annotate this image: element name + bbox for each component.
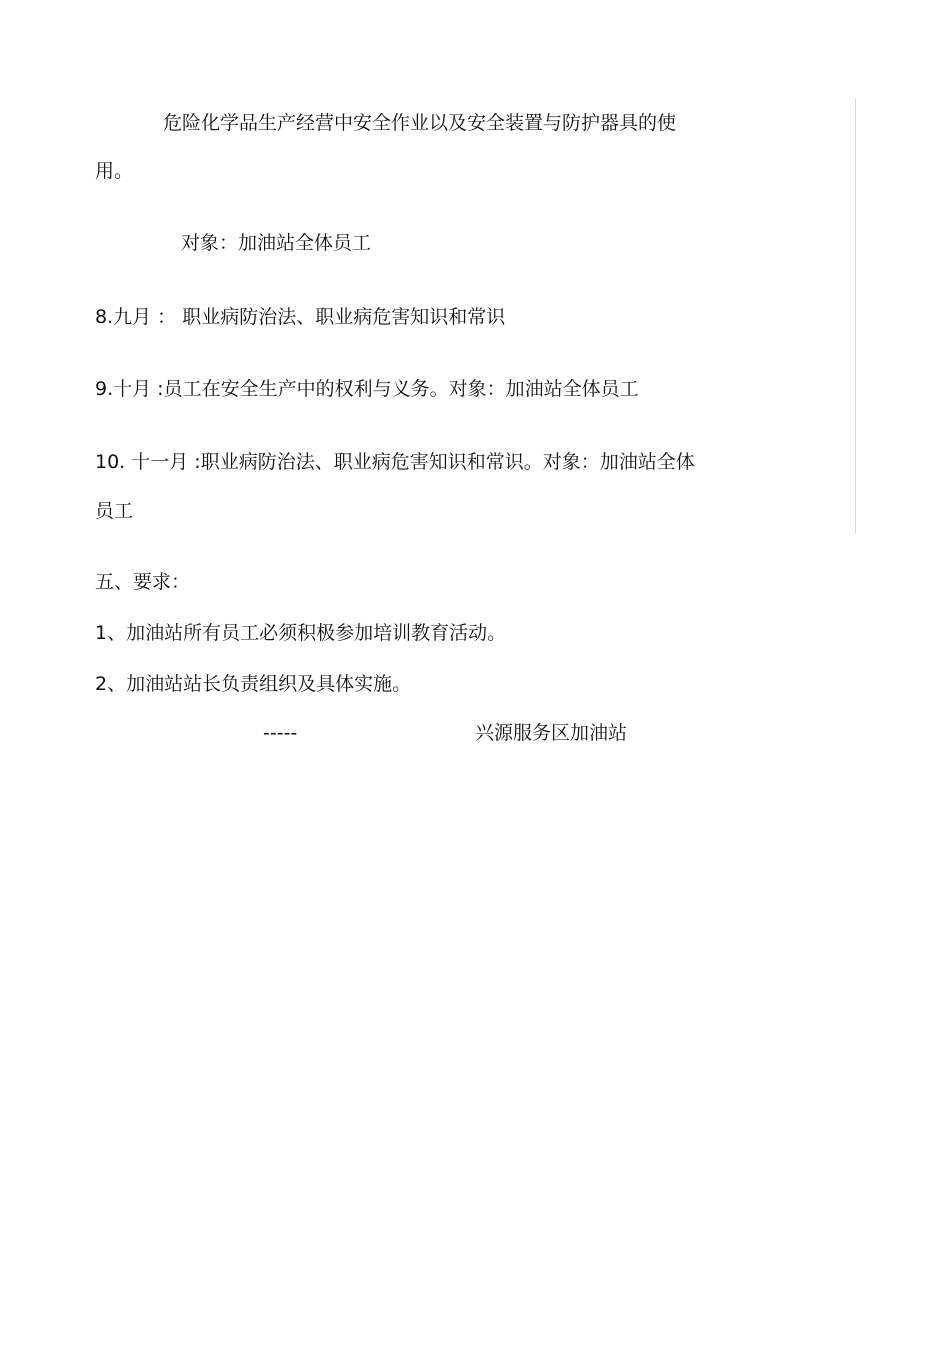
requirement-item-2: 2、加油站站长负责组织及具体实施。 (95, 673, 412, 695)
audience-line: 对象：加油站全体员工 (181, 232, 372, 254)
requirement-item-1: 1、加油站所有员工必须积极参加培训教育活动。 (95, 622, 507, 644)
list-item-november-line-2: 员工 (95, 500, 134, 522)
continuation-line-2: 用。 (95, 160, 134, 182)
list-item-october: 9.十月 :员工在安全生产中的权利与义务。对象：加油站全体员工 (95, 378, 639, 400)
continuation-line-1: 危险化学品生产经营中安全作业以及安全装置与防护器具的使 (163, 112, 677, 134)
list-item-september: 8.九月 ： 职业病防治法、职业病危害知识和常识 (95, 306, 506, 328)
list-item-november-line-1: 10. 十一月 :职业病防治法、职业病危害知识和常识。对象：加油站全体 (95, 451, 695, 473)
signature-name: 兴源服务区加油站 (475, 722, 628, 744)
requirements-heading: 五、要求： (95, 571, 191, 593)
signature-dashes: ----- (263, 722, 298, 744)
page-margin-rule (855, 98, 856, 534)
